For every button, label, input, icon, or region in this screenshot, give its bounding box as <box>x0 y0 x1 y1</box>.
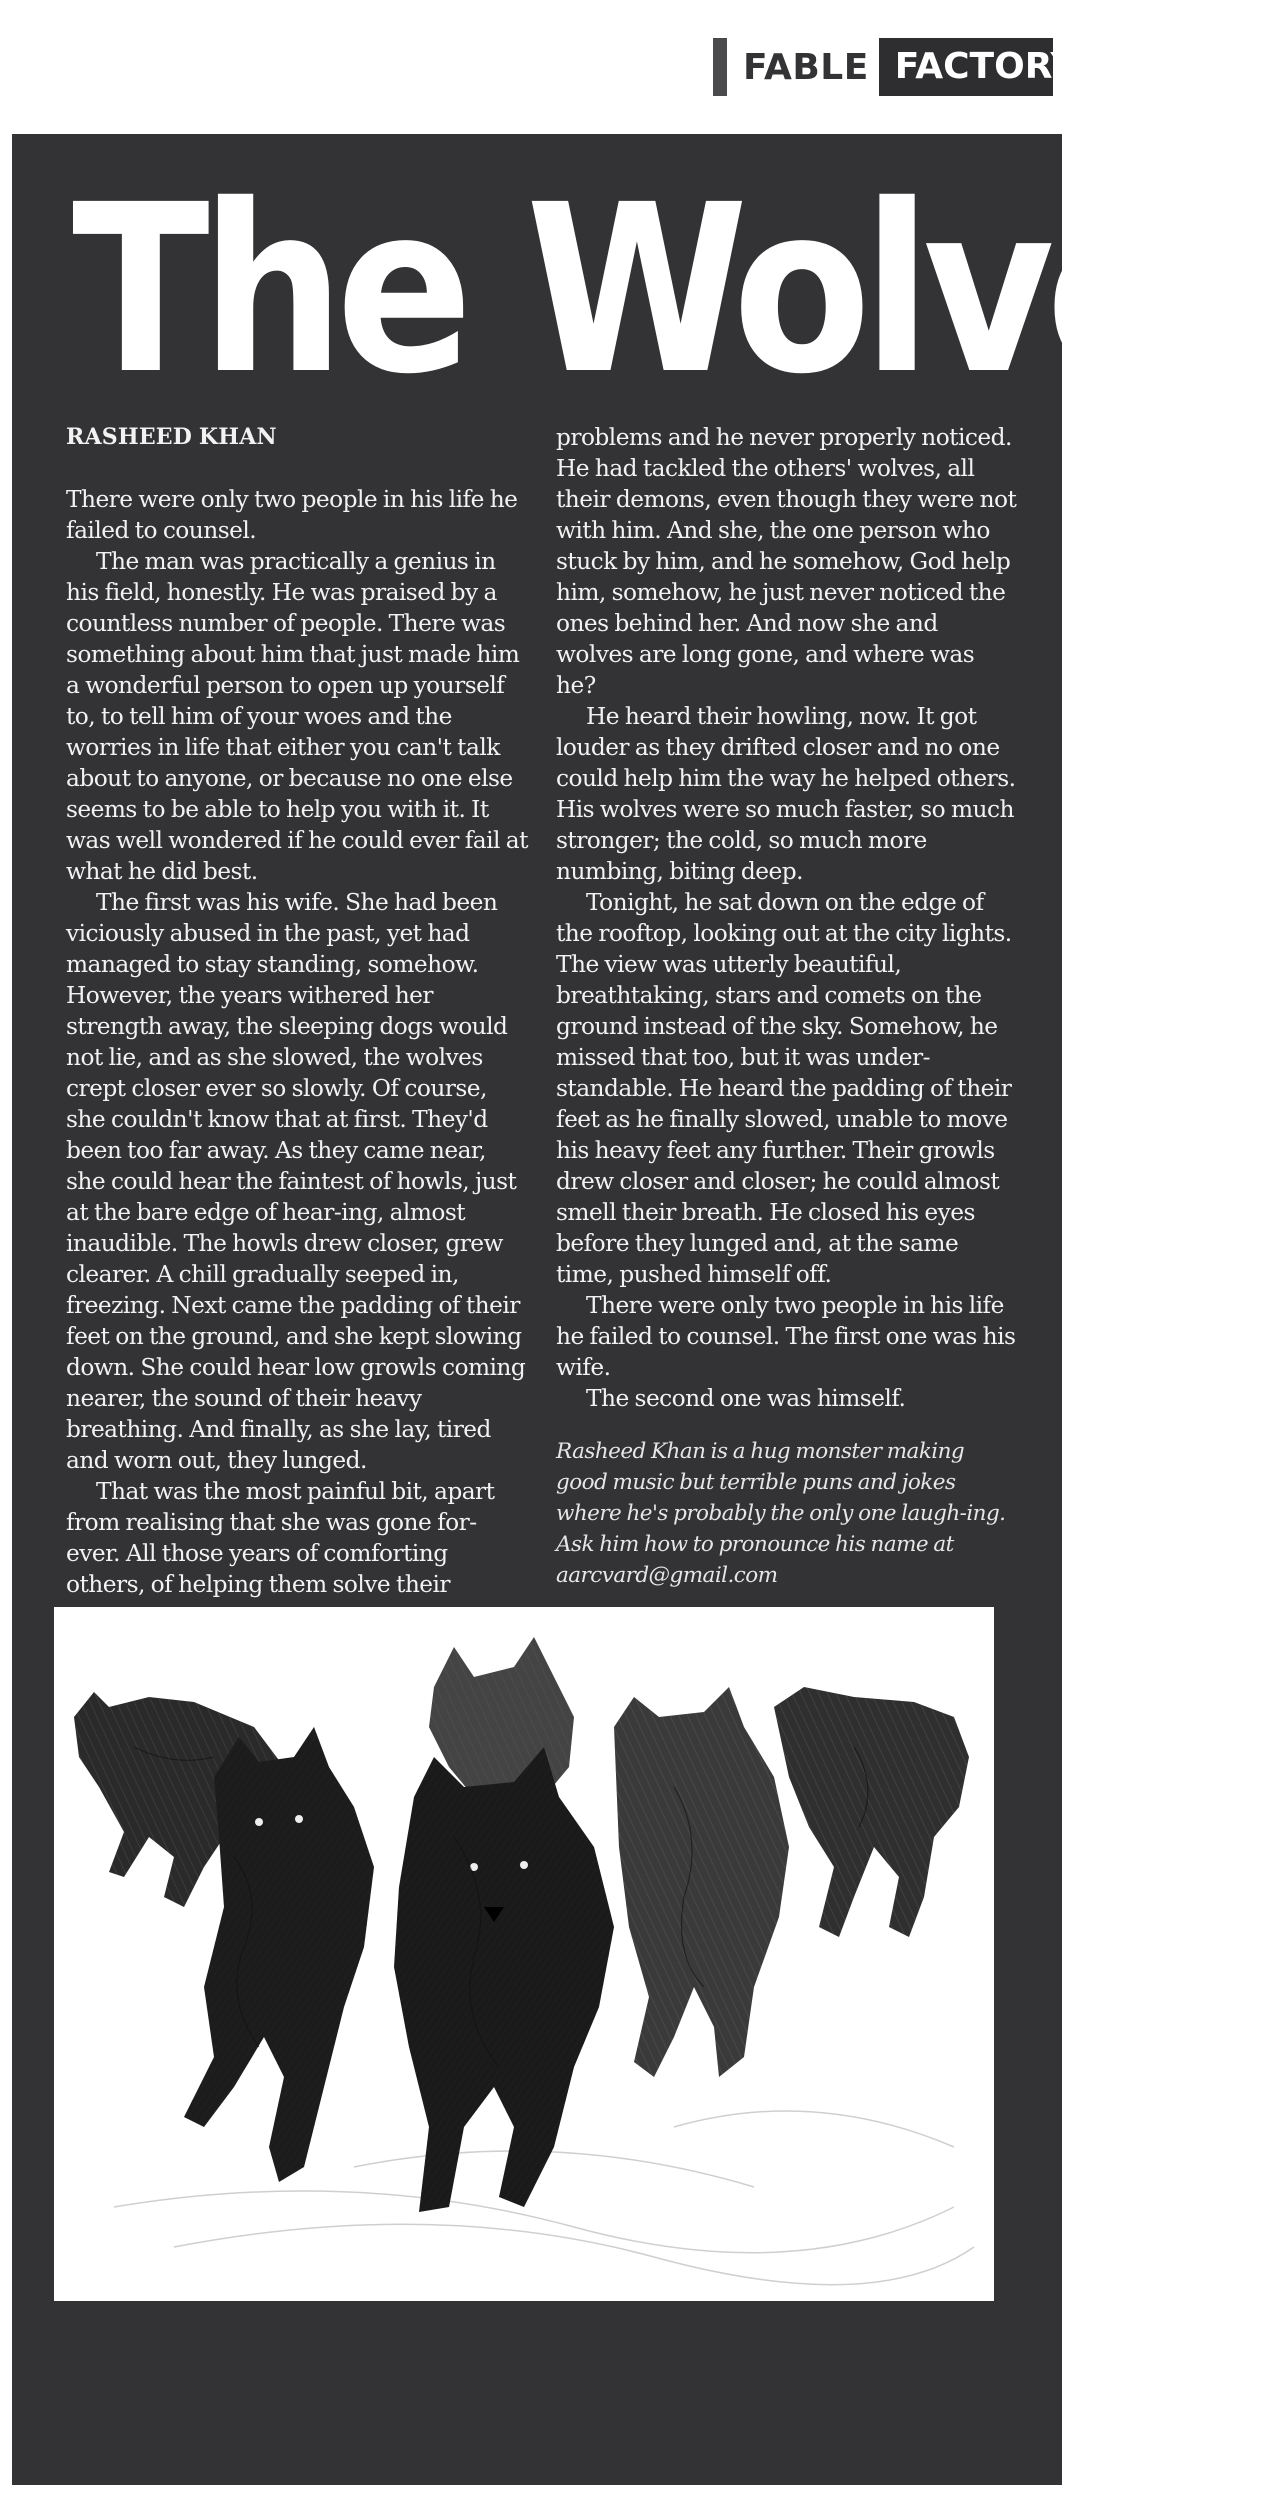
section-tag-word1: FABLE <box>743 46 869 88</box>
article-column-left <box>66 422 528 1600</box>
paragraph: There were only two people in his life he failed to counsel. <box>66 486 518 544</box>
paragraph: The man was practically a genius in his field, honestly. He was praised by a countless number of people. There was something about him that just made him a wonderful person to open up yourself to, to tell him of your woes and the worries in life that either you can't talk about to anyone, or because no one else seems to be able to help you with it. It was well wondered if he could ever fail at what he did best. <box>66 548 528 885</box>
paragraph: That was the most painful bit, apart from realising that she was gone for-ever. All those years of comforting others, of helping them solve their <box>66 1478 495 1598</box>
section-tag-bar <box>713 38 727 96</box>
paragraph: problems and he never properly noticed. He had tackled the others' wolves, all their demons, even though they were not with him. And she, the one person who stuck by him, and he somehow, God help him, somehow, he just never noticed the ones behind her. And now she and wolves are long gone, and where was he? <box>556 424 1017 699</box>
wolves-illustration <box>54 1607 994 2301</box>
author-byline: RASHEED KHAN <box>66 424 277 450</box>
author-bio: Rasheed Khan is a hug monster making good music but terrible puns and jokes where he's probably the only one laugh-ing. Ask him how to pronounce his name at aarcvard@gmail.com <box>556 1439 1006 1588</box>
article-column-right <box>556 422 1018 1591</box>
section-tag-word2: FACTORY <box>879 38 1053 96</box>
article-title: The Wolves <box>72 155 1285 425</box>
paragraph: Tonight, he sat down on the edge of the rooftop, looking out at the city lights. The view was utterly beautiful, breathtaking, stars and comets on the ground instead of the sky. Somehow, he missed that too, but it was under-standable. He heard the padding of their feet as he finally slowed, unable to move his heavy feet any further. Their growls drew closer and closer; he could almost smell their breath. He closed his eyes before they lunged and, at the same time, pushed himself off. <box>556 889 1012 1288</box>
section-tag <box>713 38 1077 96</box>
paragraph: The second one was himself. <box>586 1385 906 1412</box>
paragraph: There were only two people in his life he failed to counsel. The first one was his wife. <box>556 1292 1016 1381</box>
paragraph: He heard their howling, now. It got louder as they drifted closer and no one could help him the way he helped others. His wolves were so much faster, so much stronger; the cold, so much more numbing, biting deep. <box>556 703 1016 885</box>
wolves-sketch-icon <box>54 1607 994 2301</box>
paragraph: The first was his wife. She had been viciously abused in the past, yet had managed to stay standing, somehow. However, the years withered her strength away, the sleeping dogs would not lie, and as she slowed, the wolves crept closer ever so slowly. Of course, she couldn't know that at first. They'd been too far away. As they came near, she could hear the faintest of howls, just at the bare edge of hear-ing, almost inaudible. The howls drew closer, grew clearer. A chill gradually seeped in, freezing. Next came the padding of their feet on the ground, and she kept slowing down. She could hear low growls coming nearer, the sound of their heavy breathing. And finally, as she lay, tired and worn out, they lunged. <box>66 889 526 1474</box>
